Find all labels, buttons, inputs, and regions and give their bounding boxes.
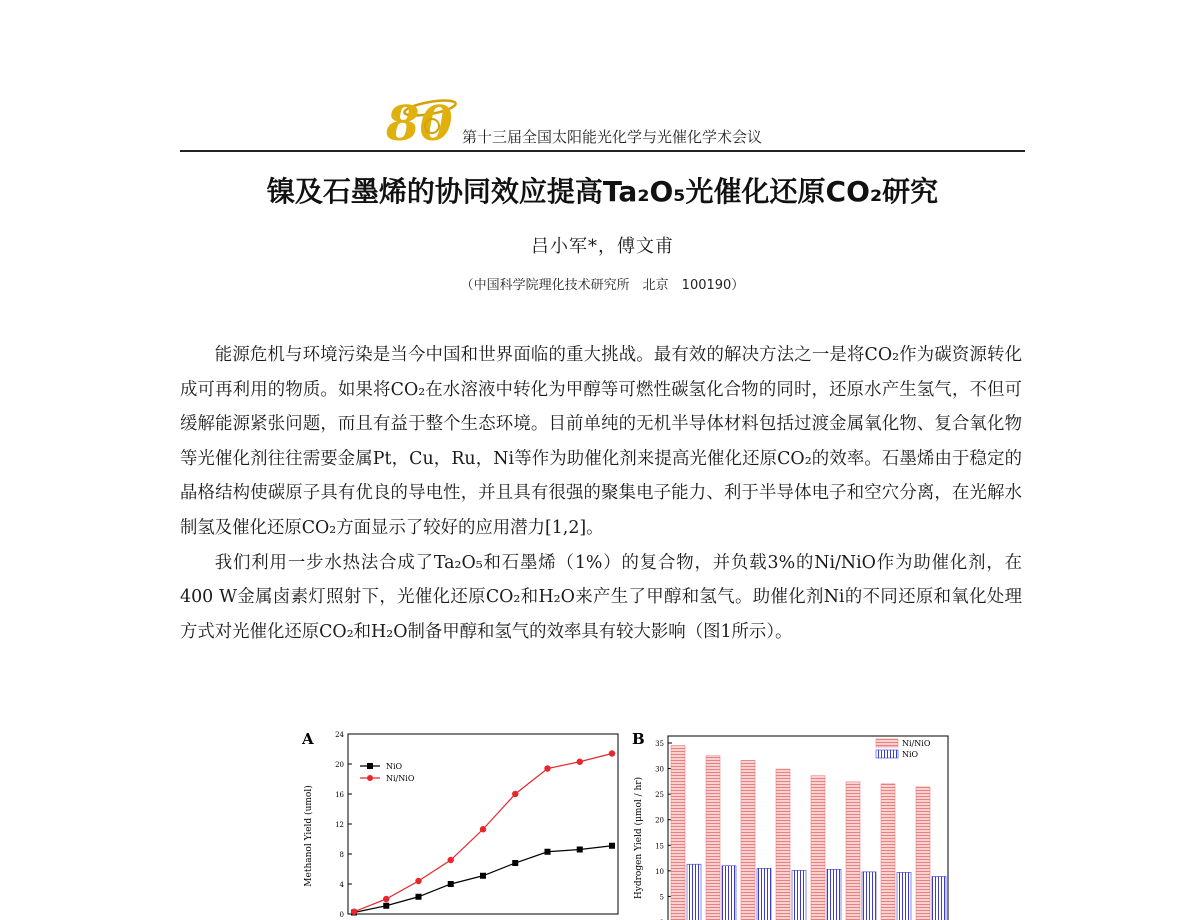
paper-title: 镍及石墨烯的协同效应提高Ta₂O₅光催化还原CO₂研究 bbox=[266, 175, 939, 208]
ytick-label-b: 10 bbox=[655, 867, 664, 876]
bar-nio bbox=[757, 868, 771, 920]
bar-ni-nio bbox=[846, 782, 860, 920]
logo-text: 80 bbox=[386, 96, 453, 146]
data-point-ni-nio bbox=[448, 857, 454, 863]
ylabel-a: Methanol Yield (umol) bbox=[304, 785, 314, 887]
bar-nio bbox=[827, 869, 841, 920]
data-point-ni-nio bbox=[351, 909, 357, 915]
data-point-ni-nio bbox=[383, 896, 389, 902]
bar-ni-nio bbox=[776, 769, 790, 920]
legend-label-1: Ni/NiO bbox=[386, 774, 415, 783]
legend-label-b-1: NiO bbox=[902, 750, 919, 759]
data-point-ni-nio bbox=[415, 878, 421, 884]
legend-label-b-0: Ni/NiO bbox=[902, 739, 931, 748]
series-line-nio bbox=[354, 846, 612, 913]
data-point-ni-nio bbox=[544, 765, 550, 771]
bar-ni-nio bbox=[706, 756, 720, 920]
bar-nio bbox=[932, 876, 946, 920]
bar-ni-nio bbox=[881, 784, 895, 920]
bar-ni-nio bbox=[916, 787, 930, 920]
panel-label-a: A bbox=[302, 730, 314, 748]
conference-logo bbox=[380, 86, 460, 146]
data-point-ni-nio bbox=[512, 791, 518, 797]
conference-title: 第十三届全国太阳能光化学与光催化学术会议 bbox=[462, 128, 763, 146]
bar-nio bbox=[722, 866, 736, 920]
header-rule bbox=[180, 150, 1025, 152]
data-point-nio bbox=[480, 873, 486, 879]
ytick-label-a: 4 bbox=[339, 881, 344, 889]
bar-nio bbox=[792, 870, 806, 920]
data-point-ni-nio bbox=[577, 759, 583, 765]
legend-swatch-0 bbox=[876, 739, 898, 747]
ylabel-b: Hydrogen Yield (μmol / hr) bbox=[634, 776, 644, 900]
panel-label-b: B bbox=[632, 730, 645, 748]
authors: 吕小军*，傅文甫 bbox=[531, 236, 674, 257]
data-point-nio bbox=[577, 847, 583, 853]
paragraph-1: 能源危机与环境污染是当今中国和世界面临的重大挑战。最有效的解决方法之一是将CO₂作为碳资源转化成可再利用的物质。如果将CO₂在水溶液中转化为甲醇等可燃性碳氢化合物的同时，还原水产生氢气，不但可缓解能源紧张问题，而且有益于整个生态环境。目前单纯的无机半导体材料包括过渡金属氧化物、复合氧化物等光催化剂往往需要金属Pt，Cu，Ru，Ni等作为助催化剂来提高光催化还原CO₂的效率。石墨烯由于稳定的晶格结构使碳原子具有优良的导电性，并且具有很强的聚集电子能力、利于半导体电子和空穴分离，在光解水制氢及催化还原CO₂方面显示了较好的应用潜力[1,2]。 bbox=[180, 345, 1022, 538]
ytick-label-a: 20 bbox=[335, 761, 344, 769]
ytick-label-a: 24 bbox=[335, 731, 344, 739]
data-point-nio bbox=[416, 894, 422, 900]
ytick-label-a: 16 bbox=[335, 791, 344, 799]
bar-ni-nio bbox=[811, 776, 825, 920]
paragraph-2: 我们利用一步水热法合成了Ta₂O₅和石墨烯（1%）的复合物，并负载3%的Ni/NiO作为助催化剂，在400 W金属卤素灯照射下，光催化还原CO₂和H₂O来产生了甲醇和氢气。助催化剂Ni的不同还原和氧化处理方式对光催化还原CO₂和H₂O制备甲醇和氢气的效率具有较大影响（图1所示）。 bbox=[180, 552, 1022, 642]
ytick-label-b: 25 bbox=[655, 791, 664, 800]
bar-ni-nio bbox=[741, 760, 755, 920]
ytick-label-b: 30 bbox=[655, 765, 664, 774]
figure-panel-b bbox=[628, 726, 958, 920]
data-point-ni-nio bbox=[609, 750, 615, 756]
bar-nio bbox=[897, 872, 911, 920]
ytick-label-b: 35 bbox=[655, 740, 664, 748]
body-text bbox=[180, 338, 1022, 649]
figure-panel-a bbox=[298, 726, 628, 920]
bar-ni-nio bbox=[671, 746, 685, 920]
ytick-label-a: 8 bbox=[339, 851, 344, 859]
bar-nio bbox=[862, 872, 876, 920]
ytick-label-b: 15 bbox=[655, 842, 664, 851]
affiliation: （中国科学院理化技术研究所 北京 100190） bbox=[460, 278, 745, 293]
legend-label-0: NiO bbox=[386, 762, 403, 771]
data-point-nio bbox=[512, 860, 518, 866]
data-point-nio bbox=[545, 849, 551, 855]
ytick-label-b: 5 bbox=[659, 893, 664, 902]
data-point-nio bbox=[383, 903, 389, 909]
data-point-nio bbox=[609, 843, 615, 849]
legend-marker-ni-nio bbox=[367, 775, 373, 781]
legend-marker-nio bbox=[367, 763, 373, 769]
ytick-label-b: 20 bbox=[655, 816, 664, 825]
ytick-label-a: 12 bbox=[335, 821, 344, 829]
legend-swatch-1 bbox=[876, 750, 898, 758]
data-point-nio bbox=[448, 881, 454, 887]
data-point-ni-nio bbox=[480, 826, 486, 832]
ytick-label-a: 0 bbox=[339, 911, 344, 919]
bar-nio bbox=[687, 864, 701, 920]
